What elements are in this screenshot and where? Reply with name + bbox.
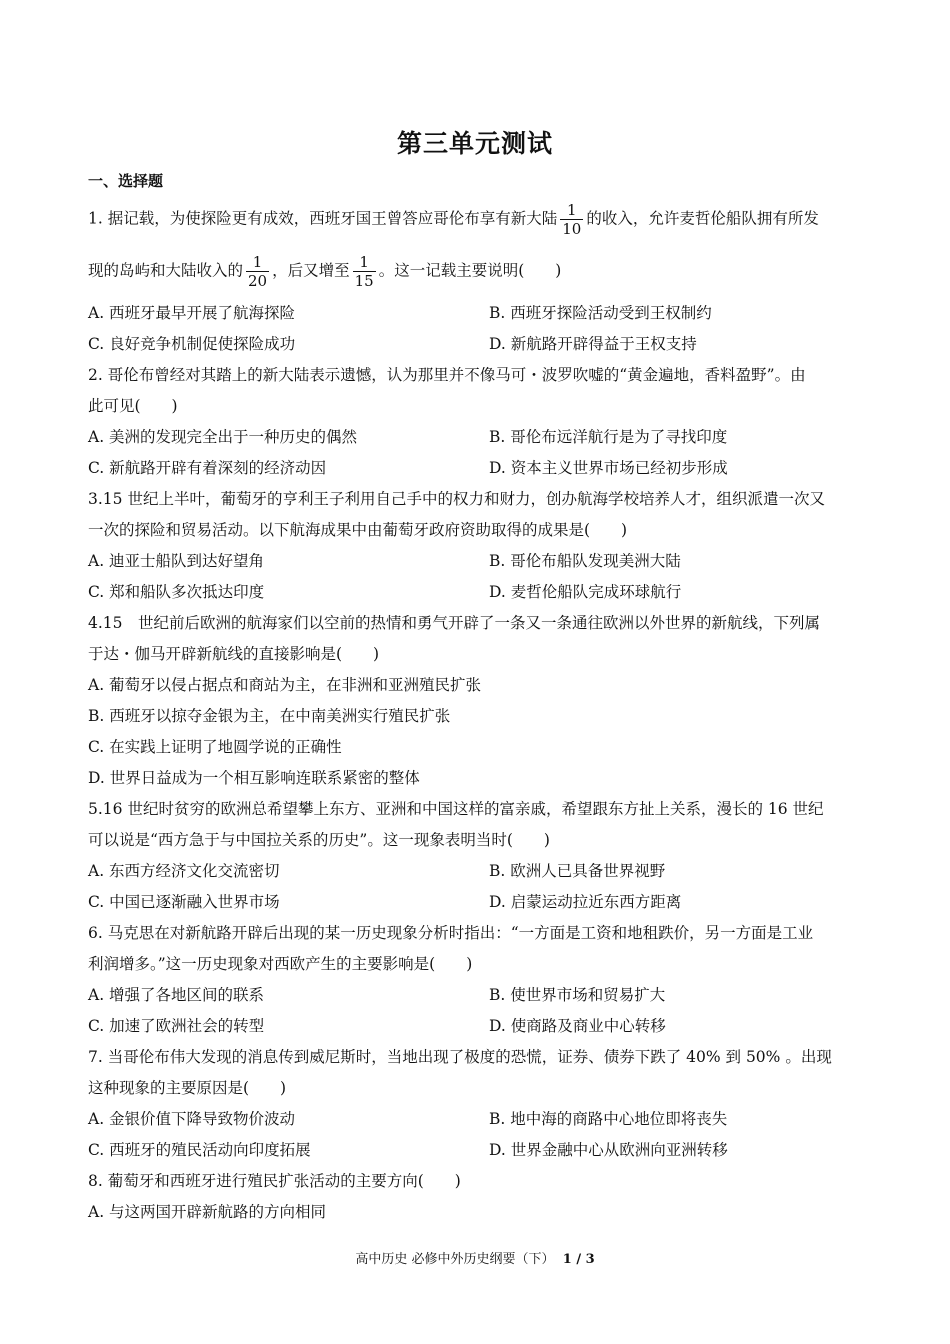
question-1-text: 。这一记载主要说明( ) — [378, 261, 562, 280]
fraction-numerator: 1 — [246, 253, 269, 272]
question-7-line-1: 7. 当哥伦布伟大发现的消息传到威尼斯时，当地出现了极度的恐慌，证券、债券下跌了 40% 到 50% 。出现 — [88, 1048, 832, 1066]
page-title: 第三单元测试 — [396, 129, 553, 158]
fraction-numerator: 1 — [560, 201, 583, 220]
q6-option-b: B. 使世界市场和贸易扩大 — [489, 986, 666, 1004]
q5-option-a: A. 东西方经济文化交流密切 — [88, 862, 280, 880]
question-2-line-1: 2. 哥伦布曾经对其踏上的新大陆表示遗憾，认为那里并不像马可・波罗吹嘘的“黄金遍地，香料盈野”。由 — [88, 366, 806, 384]
fraction-denominator: 15 — [354, 272, 374, 290]
q4-option-a: A. 葡萄牙以侵占据点和商站为主，在非洲和亚洲殖民扩张 — [88, 676, 482, 694]
q4-option-d: D. 世界日益成为一个相互影响连联系紧密的整体 — [88, 769, 420, 787]
question-7-line-2: 这种现象的主要原因是( ) — [88, 1079, 287, 1097]
q3-option-a: A. 迪亚士船队到达好望角 — [88, 552, 265, 570]
q5-option-c: C. 中国已逐渐融入世界市场 — [88, 893, 280, 911]
q1-option-a: A. 西班牙最早开展了航海探险 — [88, 304, 296, 322]
fraction-1-10 — [560, 201, 583, 238]
question-8-line-1: 8. 葡萄牙和西班牙进行殖民扩张活动的主要方向( ) — [88, 1172, 461, 1190]
page-footer — [0, 1248, 950, 1267]
question-4-line-2: 于达・伽马开辟新航线的直接影响是( ) — [88, 645, 380, 663]
q6-option-c: C. 加速了欧洲社会的转型 — [88, 1017, 265, 1035]
question-3-line-2: 一次的探险和贸易活动。以下航海成果中由葡萄牙政府资助取得的成果是( ) — [88, 521, 628, 539]
q4-option-b: B. 西班牙以掠夺金银为主，在中南美洲实行殖民扩张 — [88, 707, 451, 725]
q7-option-d: D. 世界金融中心从欧洲向亚洲转移 — [489, 1141, 728, 1159]
question-1-line-2 — [88, 253, 561, 290]
footer-text: 高中历史 必修中外历史纲要（下） — [355, 1252, 555, 1267]
question-1-text: 现的岛屿和大陆收入的 — [88, 261, 244, 280]
q8-option-a: A. 与这两国开辟新航路的方向相同 — [88, 1203, 327, 1221]
question-1-text: 的收入，允许麦哲伦船队拥有所发 — [586, 209, 819, 228]
page-number: 1 / 3 — [562, 1252, 595, 1267]
q3-option-d: D. 麦哲伦船队完成环球航行 — [489, 583, 682, 601]
fraction-1-15 — [353, 253, 376, 290]
question-5-line-1: 5.16 世纪时贫穷的欧洲总希望攀上东方、亚洲和中国这样的富亲戚，希望跟东方扯上关系，漫长的 16 世纪 — [88, 800, 824, 818]
question-1-line-1 — [88, 201, 819, 238]
question-6-line-2: 利润增多。”这一历史现象对西欧产生的主要影响是( ) — [88, 955, 473, 973]
section-heading: 一、选择题 — [88, 172, 164, 190]
q6-option-a: A. 增强了各地区间的联系 — [88, 986, 265, 1004]
q3-option-c: C. 郑和船队多次抵达印度 — [88, 583, 265, 601]
q7-option-c: C. 西班牙的殖民活动向印度拓展 — [88, 1141, 311, 1159]
q4-option-c: C. 在实践上证明了地圆学说的正确性 — [88, 738, 342, 756]
question-1-text: ，后又增至 — [272, 261, 350, 280]
question-2-line-2: 此可见( ) — [88, 397, 178, 415]
q2-option-b: B. 哥伦布远洋航行是为了寻找印度 — [489, 428, 728, 446]
q2-option-a: A. 美洲的发现完全出于一种历史的偶然 — [88, 428, 358, 446]
q2-option-c: C. 新航路开辟有着深刻的经济动因 — [88, 459, 327, 477]
question-3-line-1: 3.15 世纪上半叶，葡萄牙的亨利王子利用自己手中的权力和财力，创办航海学校培养人才，组织派遣一次又 — [88, 490, 825, 508]
question-5-line-2: 可以说是“西方急于与中国拉关系的历史”。这一现象表明当时( ) — [88, 831, 550, 849]
question-6-line-1: 6. 马克思在对新航路开辟后出现的某一历史现象分析时指出：“一方面是工资和地租跌价，另一方面是工业 — [88, 924, 814, 942]
q1-option-b: B. 西班牙探险活动受到王权制约 — [489, 304, 712, 322]
q7-option-b: B. 地中海的商路中心地位即将丧失 — [489, 1110, 728, 1128]
question-4-line-1: 4.15 世纪前后欧洲的航海家们以空前的热情和勇气开辟了一条又一条通往欧洲以外世界的新航线，下列属 — [88, 614, 821, 632]
fraction-1-20 — [246, 253, 269, 290]
fraction-denominator: 20 — [248, 272, 268, 290]
q1-option-c: C. 良好竞争机制促使探险成功 — [88, 335, 296, 353]
fraction-denominator: 10 — [562, 220, 582, 238]
q7-option-a: A. 金银价值下降导致物价波动 — [88, 1110, 296, 1128]
q2-option-d: D. 资本主义世界市场已经初步形成 — [489, 459, 728, 477]
q3-option-b: B. 哥伦布船队发现美洲大陆 — [489, 552, 681, 570]
q5-option-b: B. 欧洲人已具备世界视野 — [489, 862, 666, 880]
q1-option-d: D. 新航路开辟得益于王权支持 — [489, 335, 697, 353]
q5-option-d: D. 启蒙运动拉近东西方距离 — [489, 893, 682, 911]
fraction-numerator: 1 — [353, 253, 376, 272]
question-1-text: 1. 据记载，为使探险更有成效，西班牙国王曾答应哥伦布享有新大陆 — [88, 209, 558, 228]
q6-option-d: D. 使商路及商业中心转移 — [489, 1017, 666, 1035]
